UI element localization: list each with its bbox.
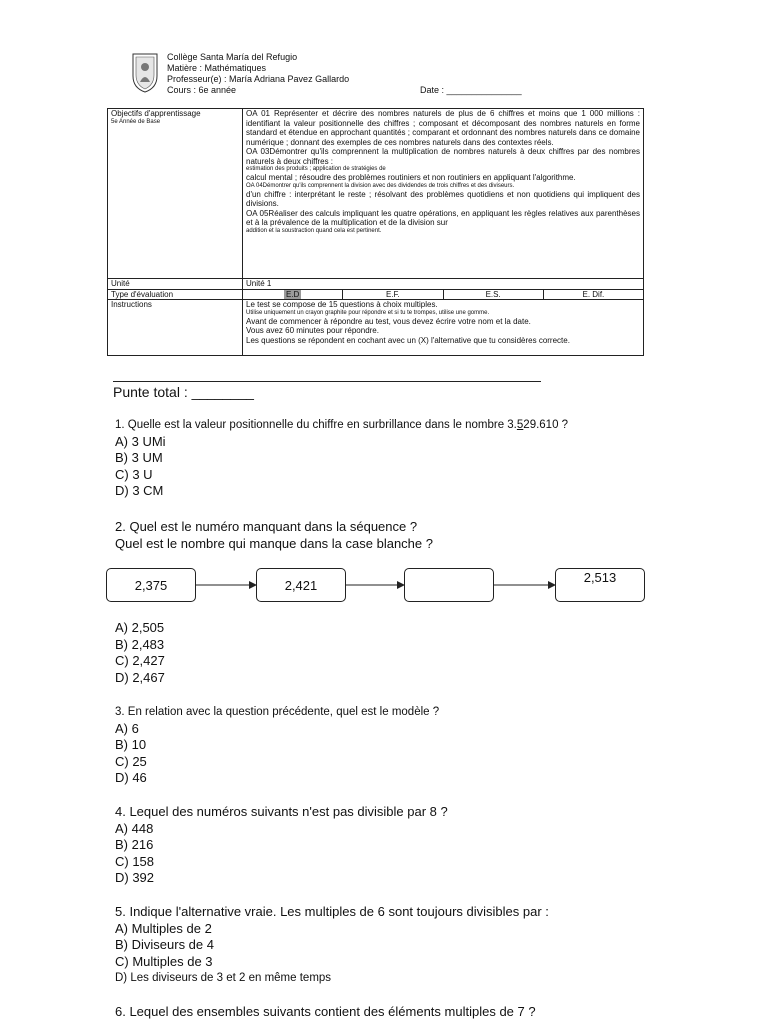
question-2-option-b[interactable]: B) 2,483 — [115, 636, 165, 652]
eval-type-edif[interactable]: E. Dif. — [543, 289, 643, 300]
question-4-option-c[interactable]: C) 158 — [115, 853, 155, 869]
instruction-2: Utilise uniquement un crayon graphite pour répondre et si tu te trompes, utilise une gomme. — [246, 309, 490, 316]
objectives-label: Objectifs d'apprentissage — [111, 109, 201, 118]
oa03-text-b: estimation des produits ; application de stratégies de — [246, 166, 386, 172]
subject: Matière : Mathématiques — [167, 63, 267, 73]
school-name: Collège Santa María del Refugio — [167, 52, 298, 62]
question-2-option-a[interactable]: A) 2,505 — [115, 620, 165, 635]
oa01-text: OA 01 Représenter et décrire des nombres naturels de plus de 6 chiffres et moins que 1 000 millions : identifiant la valeur positionnelle des chiffres ; composant et décomposant des nombres naturels en forme standard et étendue en approchant quantités ; comparant et ordonnant des nombres naturels dans ce domaine numérique ; donnant des exemples de ces nombres naturels dans des contextes réels. — [246, 109, 640, 147]
question-4-option-a[interactable]: A) 448 — [115, 820, 154, 836]
question-4 — [115, 804, 448, 887]
eval-type-es[interactable]: E.S. — [443, 289, 543, 300]
question-5-option-c[interactable]: C) Multiples de 3 — [115, 953, 213, 969]
question-5-option-b[interactable]: B) Diviseurs de 4 — [115, 937, 214, 953]
sequence-box-2 — [256, 568, 346, 602]
sequence-value-1: 2,375 — [134, 578, 168, 593]
question-5-text: 5. Indique l'alternative vraie. Les multiples de 6 sont toujours divisibles par : — [115, 904, 549, 919]
question-1-option-d[interactable]: D) 3 CM — [115, 483, 164, 499]
oa05-text-b: addition et la soustraction quand cela est pertinent. — [246, 227, 382, 234]
eval-type-label: Type d'évaluation — [108, 289, 243, 300]
instruction-1: Le test se compose de 15 questions à choix multiples. — [246, 300, 438, 309]
question-2-options — [115, 620, 165, 686]
question-3-option-d[interactable]: D) 46 — [115, 770, 147, 786]
instruction-5: Les questions se répondent en cochant avec un (X) l'alternative que tu considères correcte. — [246, 335, 570, 345]
eval-type-ef[interactable]: E.F. — [343, 289, 443, 300]
sequence-box-1 — [106, 568, 196, 602]
question-4-option-d[interactable]: D) 392 — [115, 870, 155, 886]
unit-value: Unité 1 — [243, 279, 644, 290]
question-3-option-a[interactable]: A) 6 — [115, 720, 139, 736]
question-3-option-c[interactable]: C) 25 — [115, 753, 147, 769]
question-5-option-a[interactable]: A) Multiples de 2 — [115, 920, 212, 936]
sequence-box-blank[interactable] — [404, 568, 494, 602]
objectives-sublabel: 5e Année de Base — [111, 118, 161, 125]
highlighted-digit: 5 — [516, 419, 524, 431]
question-3-text: 3. En relation avec la question précédente, quel est le modèle ? — [115, 706, 440, 718]
question-3 — [115, 704, 439, 787]
question-6 — [115, 1004, 536, 1021]
question-6-text: 6. Lequel des ensembles suivants contient des éléments multiples de 7 ? — [115, 1004, 536, 1019]
question-1-option-c[interactable]: C) 3 U — [115, 466, 153, 482]
question-1-option-b[interactable]: B) 3 UM — [115, 450, 163, 466]
question-2-option-c[interactable]: C) 2,427 — [115, 653, 165, 669]
total-score[interactable]: Punte total : ________ — [113, 384, 254, 400]
instruction-4: Vous avez 60 minutes pour répondre. — [246, 326, 379, 335]
oa03-text-c: calcul mental ; résoudre des problèmes routiniers et non routiniers en appliquant l'algorithme. — [246, 173, 576, 182]
question-5 — [115, 904, 549, 987]
instructions-label: Instructions — [108, 300, 243, 356]
course: Cours : 6e année — [167, 85, 237, 95]
unit-label: Unité — [108, 279, 243, 290]
question-2-option-d[interactable]: D) 2,467 — [115, 669, 165, 685]
eval-type-ed-label: E.D — [285, 289, 300, 299]
question-3-option-b[interactable]: B) 10 — [115, 737, 147, 753]
sequence-box-4 — [555, 568, 645, 602]
instruction-3: Avant de commencer à répondre au test, vous devez écrire votre nom et la date. — [246, 316, 531, 326]
oa04-text-b: d'un chiffre : interprétant le reste ; résolvant des problèmes quotidiens et non quotidiens qui impliquent des divisions. — [246, 189, 640, 208]
question-4-text: 4. Lequel des numéros suivants n'est pas divisible par 8 ? — [115, 804, 448, 819]
date-field[interactable]: Date : _______________ — [420, 85, 522, 95]
question-1-option-a[interactable]: A) 3 UMi — [115, 433, 166, 449]
teacher: Professeur(e) : María Adriana Pavez Gallardo — [167, 74, 350, 84]
question-5-option-d[interactable]: D) Les diviseurs de 3 et 2 en même temps — [115, 972, 332, 985]
question-2-line-1: 2. Quel est le numéro manquant dans la séquence ? — [115, 519, 418, 534]
question-2-line-2: Quel est le nombre qui manque dans la case blanche ? — [115, 535, 433, 551]
question-4-option-b[interactable]: B) 216 — [115, 837, 154, 853]
sequence-value-2: 2,421 — [284, 578, 318, 593]
question-1-text-before: 1. Quelle est la valeur positionnelle du chiffre en surbrillance dans le nombre 3. — [115, 419, 517, 431]
sequence-value-4: 2,513 — [583, 570, 617, 585]
oa03-text-a: OA 03Démontrer qu'ils comprennent la multiplication de nombres naturels à deux chiffres par des nombres naturels à deux chiffres : — [246, 147, 640, 166]
oa04-text-a: OA 04Démontrer qu'ils comprennent la division avec des dividendes de trois chiffres et des diviseurs. — [246, 182, 515, 189]
oa05-text-a: OA 05Réaliser des calculs impliquant les quatre opérations, en appliquant les règles relatives aux parenthèses et à la prévalence de la multiplication et de la division sur — [246, 208, 640, 227]
question-1-text-after: 29.610 ? — [523, 419, 569, 431]
